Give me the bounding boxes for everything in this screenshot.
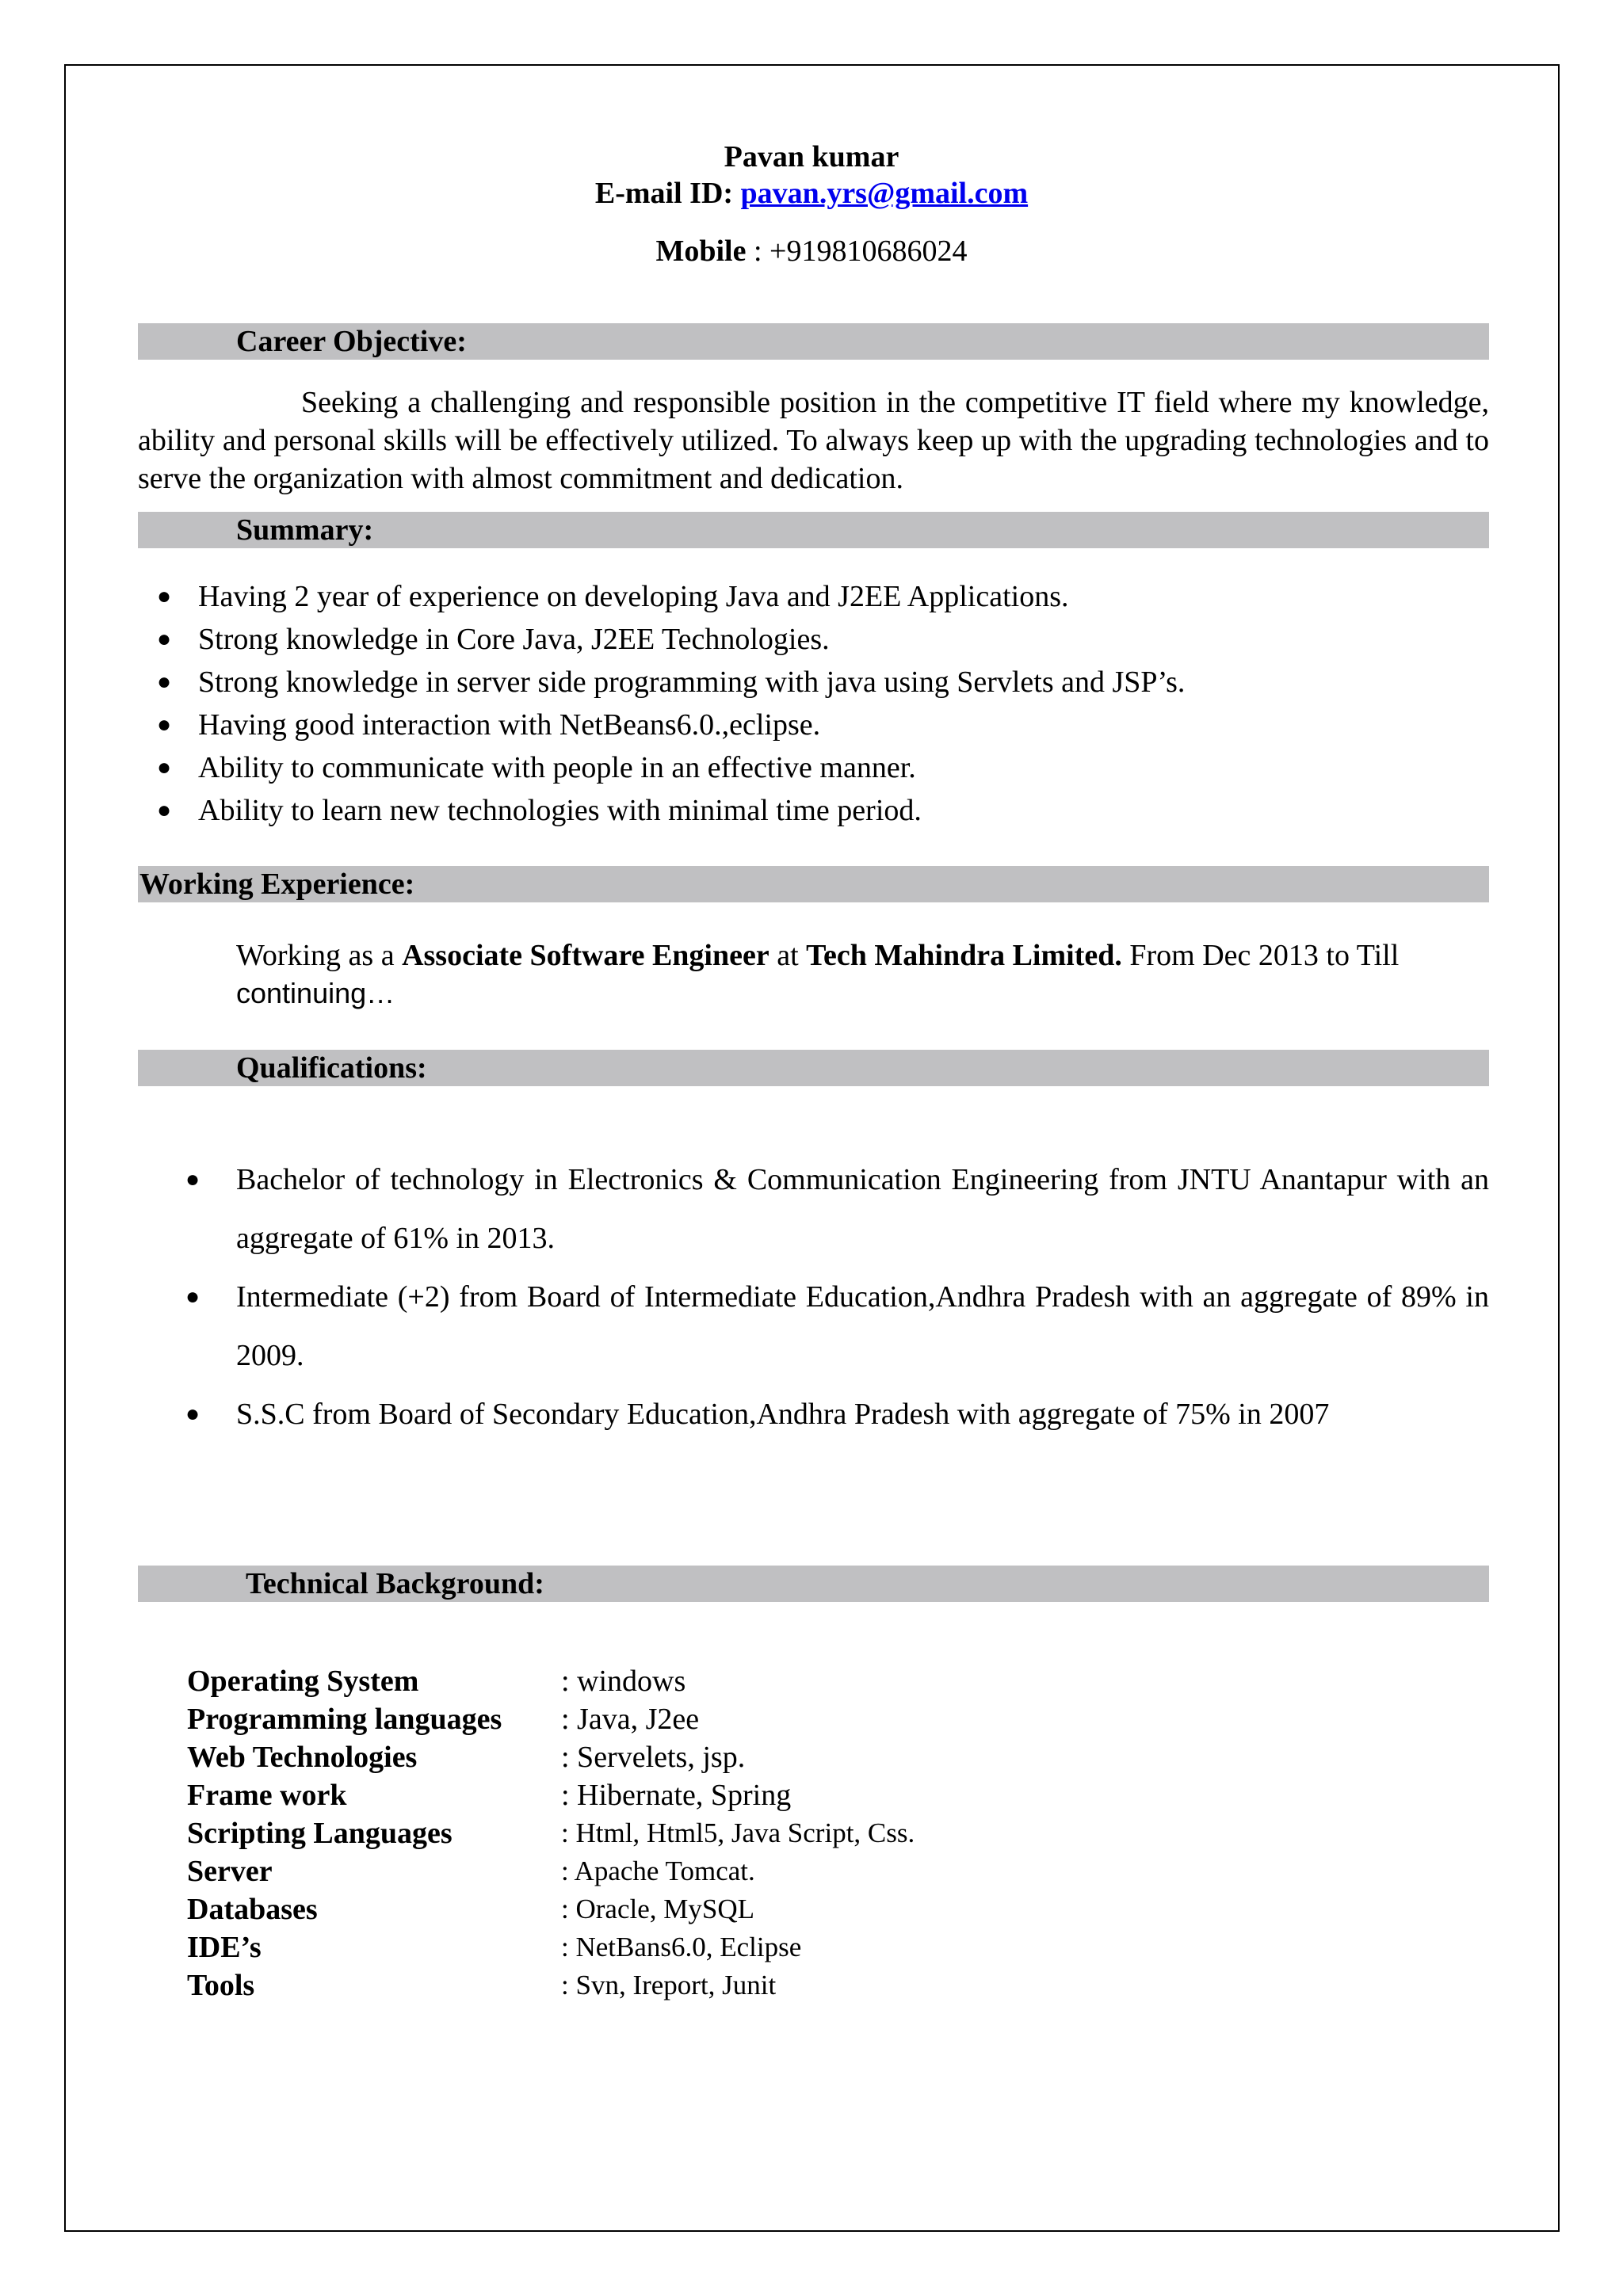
section-title: Summary: <box>236 513 374 547</box>
company-name: Tech Mahindra Limited. <box>806 939 1122 972</box>
list-item: ● Strong knowledge in Core Java, J2EE Technologies. <box>138 618 1489 661</box>
tech-row <box>187 1852 1455 1890</box>
objective-text: Seeking a challenging and responsible position in the competitive IT field where my knowledge, ability and personal skills will be effectively utilized. To always keep up with the upgrading technologies and to serve the organization with almost commitment and dedication. <box>138 386 1489 495</box>
bullet-icon: ● <box>185 1166 200 1192</box>
bullet-icon: ● <box>157 754 172 780</box>
tech-row <box>187 1928 1455 1966</box>
bullet-icon: ● <box>185 1283 200 1310</box>
tech-key: Web Technologies <box>187 1741 418 1774</box>
tech-row <box>187 1966 1455 2004</box>
section-qualifications <box>138 1050 1489 1086</box>
email-link[interactable]: pavan.yrs@gmail.com <box>740 177 1029 210</box>
tech-key: Frame work <box>187 1779 347 1812</box>
tech-value: : Apache Tomcat. <box>561 1855 755 1886</box>
tech-row <box>187 1738 1455 1776</box>
list-item: ● Bachelor of technology in Electronics & Communication Engineering from JNTU Anantapur with an aggregate of 61% in 2013. <box>138 1150 1489 1268</box>
section-career-objective <box>138 323 1489 360</box>
section-title: Qualifications: <box>236 1051 427 1085</box>
tech-value: : Servelets, jsp. <box>561 1741 746 1774</box>
mobile-number: +919810686024 <box>769 235 968 268</box>
tech-value: : windows <box>561 1665 686 1698</box>
tech-row <box>187 1662 1455 1700</box>
tech-value: : Html, Html5, Java Script, Css. <box>561 1817 915 1848</box>
list-item: ● Ability to communicate with people in an effective manner. <box>138 746 1489 789</box>
tech-value: : Svn, Ireport, Junit <box>561 1970 777 2000</box>
list-item: ● Having 2 year of experience on developing Java and J2EE Applications. <box>138 575 1489 618</box>
bullet-icon: ● <box>157 669 172 695</box>
bullet-icon: ● <box>157 626 172 652</box>
section-title: Working Experience: <box>139 868 415 901</box>
mobile-label: Mobile <box>655 235 747 268</box>
list-item: ● Intermediate (+2) from Board of Intermediate Education,Andhra Pradesh with an aggregate of 89% in 2009. <box>138 1268 1489 1385</box>
work-experience-text: Working as a Associate Software Engineer at Tech Mahindra Limited. From Dec 2013 to Till continuing… <box>236 939 1407 1009</box>
list-item: ● Strong knowledge in server side programming with java using Servlets and JSP’s. <box>138 661 1489 704</box>
tech-key: Server <box>187 1855 273 1888</box>
tech-row <box>187 1890 1455 1928</box>
section-summary <box>138 512 1489 548</box>
bullet-icon: ● <box>157 797 172 823</box>
tech-key: IDE’s <box>187 1931 262 1964</box>
technical-background-table <box>187 1662 1455 2004</box>
tech-key: Programming languages <box>187 1703 502 1736</box>
tech-key: Scripting Languages <box>187 1817 453 1850</box>
section-technical-background <box>138 1566 1489 1602</box>
tech-row <box>187 1700 1455 1738</box>
list-item: ● Ability to learn new technologies with minimal time period. <box>138 789 1489 832</box>
tech-key: Operating System <box>187 1665 419 1698</box>
tech-key: Databases <box>187 1893 318 1926</box>
tech-value: : Oracle, MySQL <box>561 1894 754 1924</box>
bullet-icon: ● <box>185 1401 200 1427</box>
tech-value: : NetBans6.0, Eclipse <box>561 1932 802 1962</box>
summary-list <box>138 575 1489 832</box>
qualifications-list <box>138 1150 1489 1444</box>
tech-key: Tools <box>187 1969 255 2002</box>
tech-value: : Hibernate, Spring <box>561 1779 792 1812</box>
tech-row <box>187 1814 1455 1852</box>
tech-row <box>187 1776 1455 1814</box>
tech-value: : Java, J2ee <box>561 1703 700 1736</box>
mobile-separator: : <box>746 235 770 268</box>
bullet-icon: ● <box>157 583 172 609</box>
candidate-name: Pavan kumar <box>724 140 899 174</box>
mobile-line <box>0 234 1623 269</box>
section-working-experience <box>138 866 1489 902</box>
section-title: Technical Background: <box>246 1567 544 1600</box>
list-item: ● Having good interaction with NetBeans6.0.,eclipse. <box>138 704 1489 746</box>
list-item: ● S.S.C from Board of Secondary Education,Andhra Pradesh with aggregate of 75% in 2007 <box>138 1385 1489 1444</box>
section-title: Career Objective: <box>236 325 467 358</box>
bullet-icon: ● <box>157 711 172 738</box>
job-role: Associate Software Engineer <box>402 939 769 972</box>
email-label: E-mail ID: <box>594 177 734 210</box>
email-line <box>0 176 1623 211</box>
